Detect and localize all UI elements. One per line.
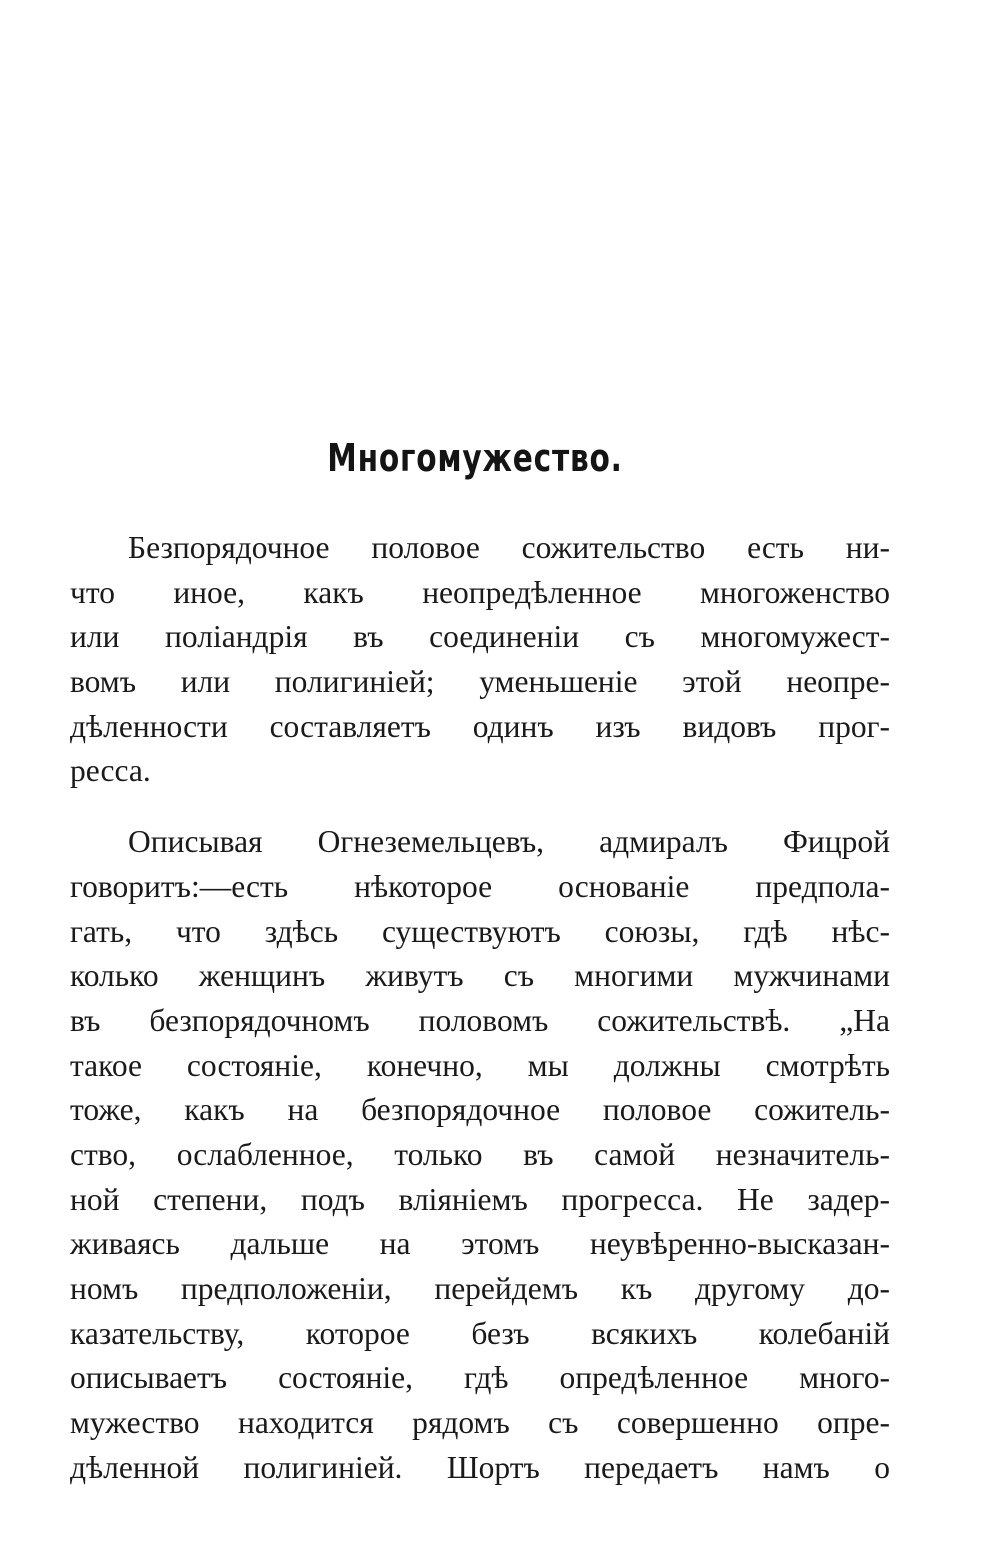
text-line: номъ предположеніи, перейдемъ къ другому до- xyxy=(70,1271,890,1306)
chapter-title: Многомужество. xyxy=(327,436,623,480)
text-line: тоже, какъ на безпорядочное половое сожитель- xyxy=(70,1092,890,1128)
text-line: говоритъ:—есть нѣкоторое основаніе предпола- xyxy=(70,868,890,904)
text-line: ной степени, подъ вліяніемъ прогресса. Не задер- xyxy=(70,1181,890,1217)
text-line: дѣленности составляетъ одинъ изъ видовъ прог- xyxy=(70,708,890,744)
text-line: вомъ или полигиніей; уменьшеніе этой неопре- xyxy=(70,664,890,700)
text-line: описываетъ состояніе, гдѣ опредѣленное много- xyxy=(70,1360,890,1396)
text-line: ство, ослабленное, только въ самой незначитель- xyxy=(70,1136,890,1172)
text-line: мужество находится рядомъ съ совершенно опре- xyxy=(70,1405,890,1441)
text-line: колько женщинъ живутъ съ многими мужчинами xyxy=(70,958,890,994)
text-line: живаясь дальше на этомъ неувѣренно-высказан- xyxy=(70,1226,890,1262)
text-line: въ безпорядочномъ половомъ сожительствѣ. „На xyxy=(70,1002,890,1038)
text-line: такое состояніе, конечно, мы должны смотрѣть xyxy=(70,1047,890,1083)
paragraph-2 xyxy=(70,820,890,1490)
text-line: гать, что здѣсь существуютъ союзы, гдѣ нѣс- xyxy=(70,913,890,949)
text-line: казательству, которое безъ всякихъ колебаній xyxy=(70,1315,890,1351)
paragraph-1 xyxy=(70,526,890,794)
text-line: или поліандрія въ соединеніи съ многомужест- xyxy=(70,619,890,655)
text-line: Безпорядочное половое сожительство есть ни- xyxy=(128,530,890,565)
text-line: что иное, какъ неопредѣленное многоженство xyxy=(70,574,890,610)
text-line: дѣленной полигиніей. Шортъ передаетъ намъ о xyxy=(70,1449,890,1485)
body-text xyxy=(70,526,890,1490)
text-line: ресса. xyxy=(70,753,151,789)
text-line: Описывая Огнеземельцевъ, адмиралъ Фицрой xyxy=(128,824,890,860)
